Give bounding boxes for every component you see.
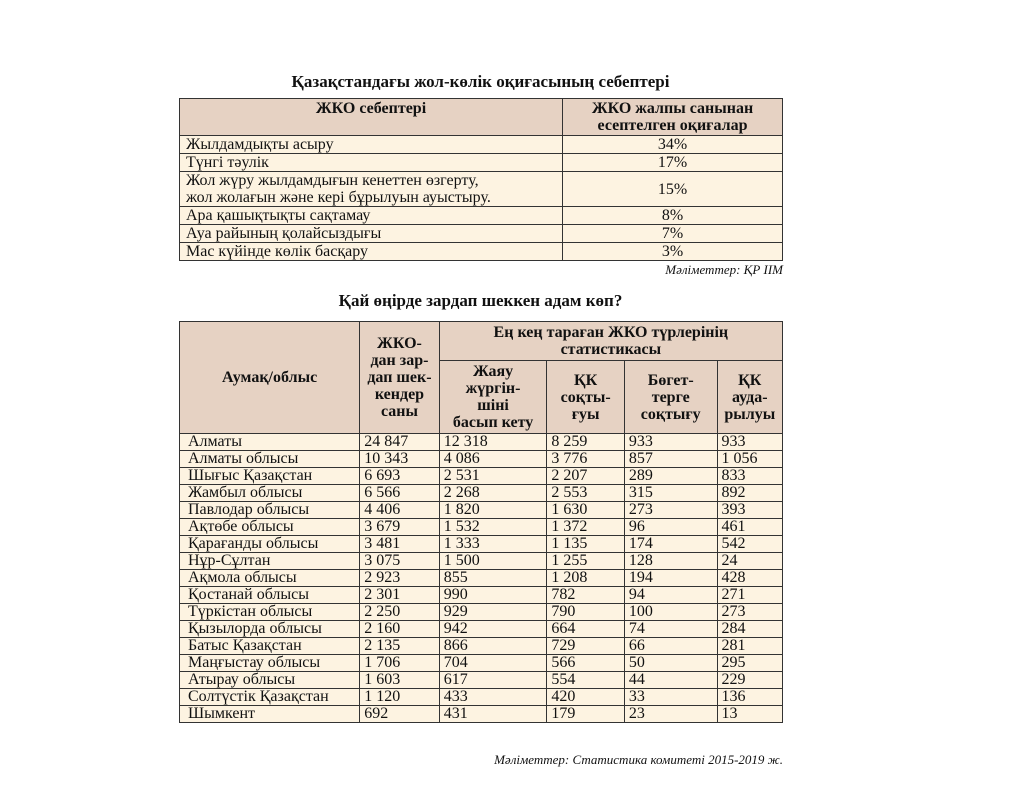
region-cell: Ақтөбе облысы [180, 519, 360, 536]
table-row [180, 655, 783, 672]
region-cell: Батыс Қазақстан [180, 638, 360, 655]
total-cell: 2 160 [360, 621, 440, 638]
obstacle-cell: 194 [624, 570, 717, 587]
header-line: шіні [477, 397, 509, 414]
rollover-cell: 273 [717, 604, 782, 621]
total-cell: 3 679 [360, 519, 440, 536]
cause-cell: Жылдамдықты асыру [180, 136, 563, 154]
cause-cell [180, 172, 563, 207]
collision-cell: 420 [547, 689, 625, 706]
table2-source: Мәліметтер: Статистика комитеті 2015-2019 ж. [494, 752, 783, 767]
table-row [180, 706, 783, 723]
header-group [439, 322, 782, 361]
table-row [180, 154, 783, 172]
table-row [180, 519, 783, 536]
table2-title: Қай өңірде зардап шеккен адам көп? [338, 291, 623, 310]
obstacle-cell: 857 [624, 451, 717, 468]
total-cell: 692 [360, 706, 440, 723]
pedestrian-cell: 1 333 [439, 536, 547, 553]
table-row [180, 621, 783, 638]
table-row [180, 468, 783, 485]
pedestrian-cell: 942 [439, 621, 547, 638]
collision-cell: 1 372 [547, 519, 625, 536]
rollover-cell: 229 [717, 672, 782, 689]
pedestrian-cell: 617 [439, 672, 547, 689]
pedestrian-cell: 433 [439, 689, 547, 706]
total-cell: 3 075 [360, 553, 440, 570]
table-row [180, 604, 783, 621]
region-cell: Павлодар облысы [180, 502, 360, 519]
header-line: ҚК [574, 371, 598, 389]
rollover-cell: 542 [717, 536, 782, 553]
obstacle-cell: 66 [624, 638, 717, 655]
rollover-cell: 933 [717, 434, 782, 451]
total-cell: 1 120 [360, 689, 440, 706]
collision-cell: 566 [547, 655, 625, 672]
collision-cell: 8 259 [547, 434, 625, 451]
region-cell: Алматы [180, 434, 360, 451]
header-line: кендер [374, 386, 425, 403]
region-cell: Қарағанды облысы [180, 536, 360, 553]
obstacle-cell: 273 [624, 502, 717, 519]
pedestrian-cell: 4 086 [439, 451, 547, 468]
collision-cell: 1 255 [547, 553, 625, 570]
pedestrian-cell: 12 318 [439, 434, 547, 451]
cause-cell: Мас күйінде көлік басқару [180, 243, 563, 261]
share-cell: 34% [563, 136, 783, 154]
obstacle-cell: 128 [624, 553, 717, 570]
obstacle-cell: 23 [624, 706, 717, 723]
table-row [180, 243, 783, 261]
header-line: дап шек- [367, 369, 432, 386]
rollover-cell: 1 056 [717, 451, 782, 468]
collision-cell: 664 [547, 621, 625, 638]
rollover-cell: 295 [717, 655, 782, 672]
collision-cell: 3 776 [547, 451, 625, 468]
total-cell: 24 847 [360, 434, 440, 451]
header-line: рылуы [724, 405, 776, 423]
table-row [180, 451, 783, 468]
table-row [180, 536, 783, 553]
header-line: соқты- [560, 388, 611, 406]
cause-line1: Жол жүру жылдамдығын кенеттен өзгерту, [186, 172, 479, 189]
region-cell: Түркістан облысы [180, 604, 360, 621]
header-region: Аумақ/облыс [180, 322, 360, 434]
header-share-line1: ЖКО жалпы санынан [591, 100, 754, 117]
share-cell: 15% [563, 172, 783, 207]
header-obstacle [624, 361, 717, 434]
collision-cell: 179 [547, 706, 625, 723]
region-cell: Қызылорда облысы [180, 621, 360, 638]
header-pedestrian [439, 361, 547, 434]
header-line: ҚК [738, 371, 762, 389]
region-cell: Нұр-Сұлтан [180, 553, 360, 570]
table-row [180, 434, 783, 451]
share-cell: 7% [563, 225, 783, 243]
regions-table [179, 321, 783, 723]
rollover-cell: 136 [717, 689, 782, 706]
pedestrian-cell: 855 [439, 570, 547, 587]
header-line: ЖКО- [377, 335, 422, 352]
region-cell: Маңғыстау облысы [180, 655, 360, 672]
rollover-cell: 284 [717, 621, 782, 638]
header-share [563, 99, 783, 136]
table-row [180, 672, 783, 689]
collision-cell: 1 208 [547, 570, 625, 587]
obstacle-cell: 33 [624, 689, 717, 706]
table-row [180, 553, 783, 570]
header-line: Бөгет- [647, 371, 694, 389]
collision-cell: 554 [547, 672, 625, 689]
table1-title: Қазақстандағы жол-көлік оқиғасының себептері [291, 72, 670, 91]
total-cell: 4 406 [360, 502, 440, 519]
cause-cell: Түнгі тәулік [180, 154, 563, 172]
header-line: саны [380, 403, 418, 420]
pedestrian-cell: 1 532 [439, 519, 547, 536]
table-row [180, 136, 783, 154]
obstacle-cell: 50 [624, 655, 717, 672]
table-row [180, 502, 783, 519]
total-cell: 2 250 [360, 604, 440, 621]
rollover-cell: 892 [717, 485, 782, 502]
header-total [360, 322, 440, 434]
header-line: соқтығу [640, 405, 701, 423]
total-cell: 1 603 [360, 672, 440, 689]
header-line: ауда- [731, 388, 768, 406]
header-line: басып кету [452, 414, 534, 431]
share-cell: 3% [563, 243, 783, 261]
rollover-cell: 271 [717, 587, 782, 604]
collision-cell: 2 207 [547, 468, 625, 485]
header-line: Жаяу [473, 363, 514, 380]
obstacle-cell: 100 [624, 604, 717, 621]
pedestrian-cell: 929 [439, 604, 547, 621]
regions-body [180, 434, 783, 723]
total-cell: 2 135 [360, 638, 440, 655]
region-cell: Алматы облысы [180, 451, 360, 468]
pedestrian-cell: 866 [439, 638, 547, 655]
pedestrian-cell: 990 [439, 587, 547, 604]
region-cell: Ақмола облысы [180, 570, 360, 587]
rollover-cell: 281 [717, 638, 782, 655]
pedestrian-cell: 704 [439, 655, 547, 672]
collision-cell: 729 [547, 638, 625, 655]
rollover-cell: 393 [717, 502, 782, 519]
table-row [180, 172, 783, 207]
header-collision [547, 361, 625, 434]
obstacle-cell: 74 [624, 621, 717, 638]
table-row [180, 207, 783, 225]
causes-table [179, 98, 783, 261]
pedestrian-cell: 431 [439, 706, 547, 723]
collision-cell: 1 135 [547, 536, 625, 553]
total-cell: 6 693 [360, 468, 440, 485]
total-cell: 2 301 [360, 587, 440, 604]
table-row [180, 587, 783, 604]
header-line: статистикасы [560, 341, 662, 358]
rollover-cell: 833 [717, 468, 782, 485]
share-cell: 17% [563, 154, 783, 172]
cause-cell: Ара қашықтықты сақтамау [180, 207, 563, 225]
region-cell: Шымкент [180, 706, 360, 723]
rollover-cell: 461 [717, 519, 782, 536]
collision-cell: 782 [547, 587, 625, 604]
total-cell: 1 706 [360, 655, 440, 672]
pedestrian-cell: 2 531 [439, 468, 547, 485]
region-cell: Атырау облысы [180, 672, 360, 689]
pedestrian-cell: 2 268 [439, 485, 547, 502]
pedestrian-cell: 1 500 [439, 553, 547, 570]
cause-line2: жол жолағын және кері бұрылуын ауыстыру. [186, 189, 491, 206]
region-cell: Солтүстік Қазақстан [180, 689, 360, 706]
header-share-line2: есептелген оқиғалар [597, 117, 748, 134]
pedestrian-cell: 1 820 [439, 502, 547, 519]
header-rollover [717, 361, 782, 434]
cause-cell: Ауа райының қолайсыздығы [180, 225, 563, 243]
rollover-cell: 24 [717, 553, 782, 570]
header-line: дан зар- [370, 352, 429, 369]
regions-header-row1 [180, 322, 783, 361]
collision-cell: 1 630 [547, 502, 625, 519]
table-row [180, 638, 783, 655]
obstacle-cell: 44 [624, 672, 717, 689]
total-cell: 2 923 [360, 570, 440, 587]
table-row [180, 570, 783, 587]
header-line: Ең кең тараған ЖКО түрлерінің [493, 324, 729, 341]
causes-table-header [180, 99, 783, 136]
total-cell: 3 481 [360, 536, 440, 553]
obstacle-cell: 94 [624, 587, 717, 604]
header-cause: ЖКО себептері [180, 99, 563, 136]
obstacle-cell: 315 [624, 485, 717, 502]
obstacle-cell: 174 [624, 536, 717, 553]
collision-cell: 2 553 [547, 485, 625, 502]
total-cell: 6 566 [360, 485, 440, 502]
obstacle-cell: 289 [624, 468, 717, 485]
table-row [180, 485, 783, 502]
obstacle-cell: 933 [624, 434, 717, 451]
share-cell: 8% [563, 207, 783, 225]
table1-source: Мәліметтер: ҚР ІІМ [665, 262, 783, 277]
table-row [180, 225, 783, 243]
collision-cell: 790 [547, 604, 625, 621]
header-line: ғуы [571, 405, 600, 423]
region-cell: Шығыс Қазақстан [180, 468, 360, 485]
region-cell: Жамбыл облысы [180, 485, 360, 502]
obstacle-cell: 96 [624, 519, 717, 536]
table-row [180, 689, 783, 706]
header-line: терге [651, 388, 690, 406]
rollover-cell: 13 [717, 706, 782, 723]
header-line: жүргін- [465, 380, 521, 397]
rollover-cell: 428 [717, 570, 782, 587]
region-cell: Қостанай облысы [180, 587, 360, 604]
total-cell: 10 343 [360, 451, 440, 468]
